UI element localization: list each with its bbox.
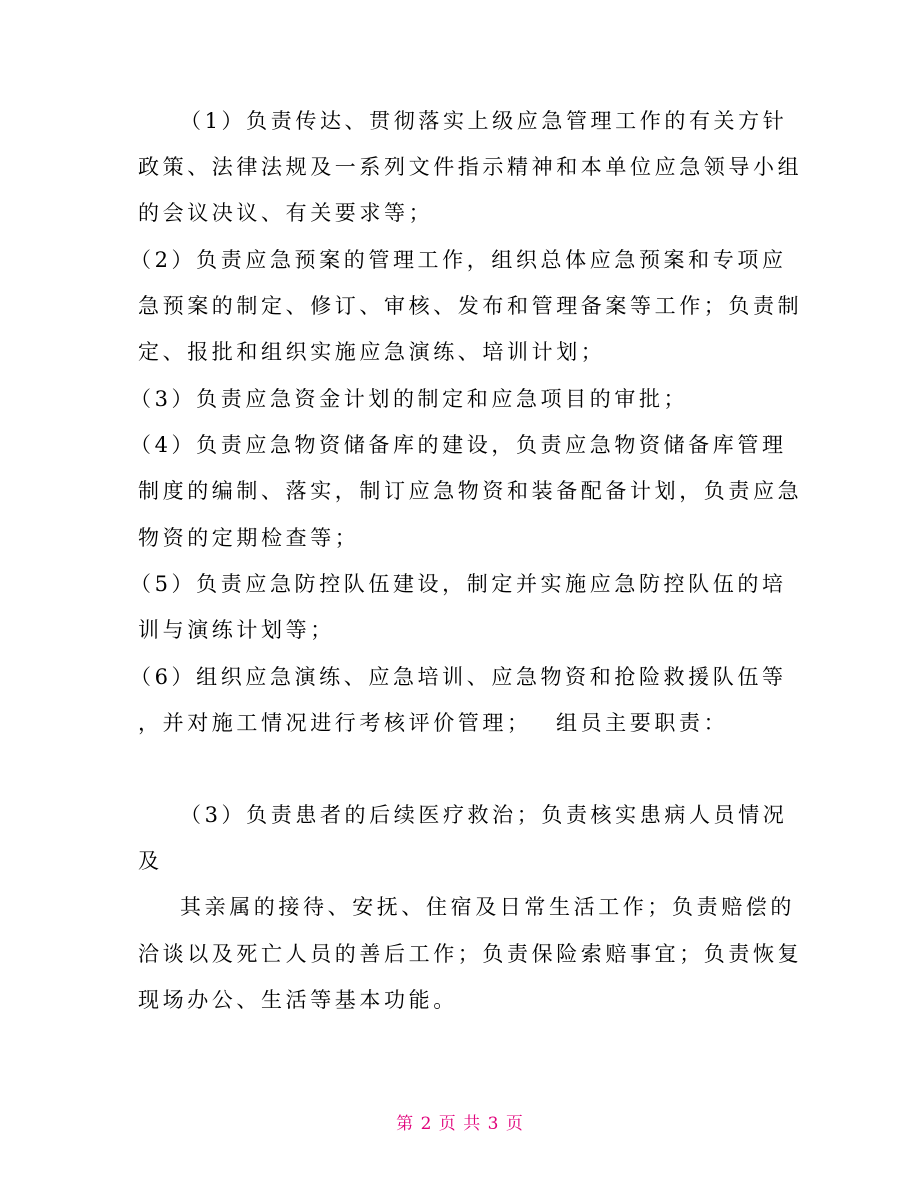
paragraph-line: （3）负责患者的后续医疗救治；负责核实患病人员情况 bbox=[180, 803, 788, 827]
paragraph-line: （5）负责应急防控队伍建设，制定并实施应急防控队伍的培 bbox=[130, 572, 787, 596]
paragraph-line: （2）负责应急预案的管理工作，组织总体应急预案和专项应 bbox=[130, 248, 787, 272]
paragraph-line: 急预案的制定、修订、审核、发布和管理备案等工作；负责制 bbox=[138, 294, 803, 318]
paragraph-line: （4）负责应急物资储备库的建设，负责应急物资储备库管理 bbox=[130, 433, 787, 457]
paragraph-line: 训与演练计划等； bbox=[138, 618, 335, 642]
paragraph-line: （3）负责应急资金计划的制定和应急项目的审批； bbox=[130, 387, 689, 411]
paragraph-line: 物资的定期检查等； bbox=[138, 526, 360, 550]
paragraph-line: 及 bbox=[138, 849, 163, 873]
paragraph-line: ，并对施工情况进行考核评价管理； 组员主要职责： bbox=[138, 711, 729, 735]
paragraph-line: 政策、法律法规及一系列文件指示精神和本单位应急领导小组 bbox=[138, 155, 803, 179]
paragraph-line: （6）组织应急演练、应急培训、应急物资和抢险救援队伍等 bbox=[130, 665, 787, 689]
paragraph-line: 制度的编制、落实，制订应急物资和装备配备计划，负责应急 bbox=[138, 479, 803, 503]
paragraph-line: 的会议决议、有关要求等； bbox=[138, 201, 434, 225]
paragraph-line: 现场办公、生活等基本功能。 bbox=[138, 988, 458, 1012]
paragraph-line: 定、报批和组织实施应急演练、培训计划； bbox=[138, 340, 606, 364]
page-number-footer: 第 2 页 共 3 页 bbox=[396, 1114, 524, 1134]
paragraph-line: 其亲属的接待、安抚、住宿及日常生活工作；负责赔偿的 bbox=[180, 895, 795, 919]
paragraph-line: （1）负责传达、贯彻落实上级应急管理工作的有关方针 bbox=[180, 109, 788, 133]
paragraph-line: 洽谈以及死亡人员的善后工作；负责保险索赔事宜；负责恢复 bbox=[138, 942, 803, 966]
